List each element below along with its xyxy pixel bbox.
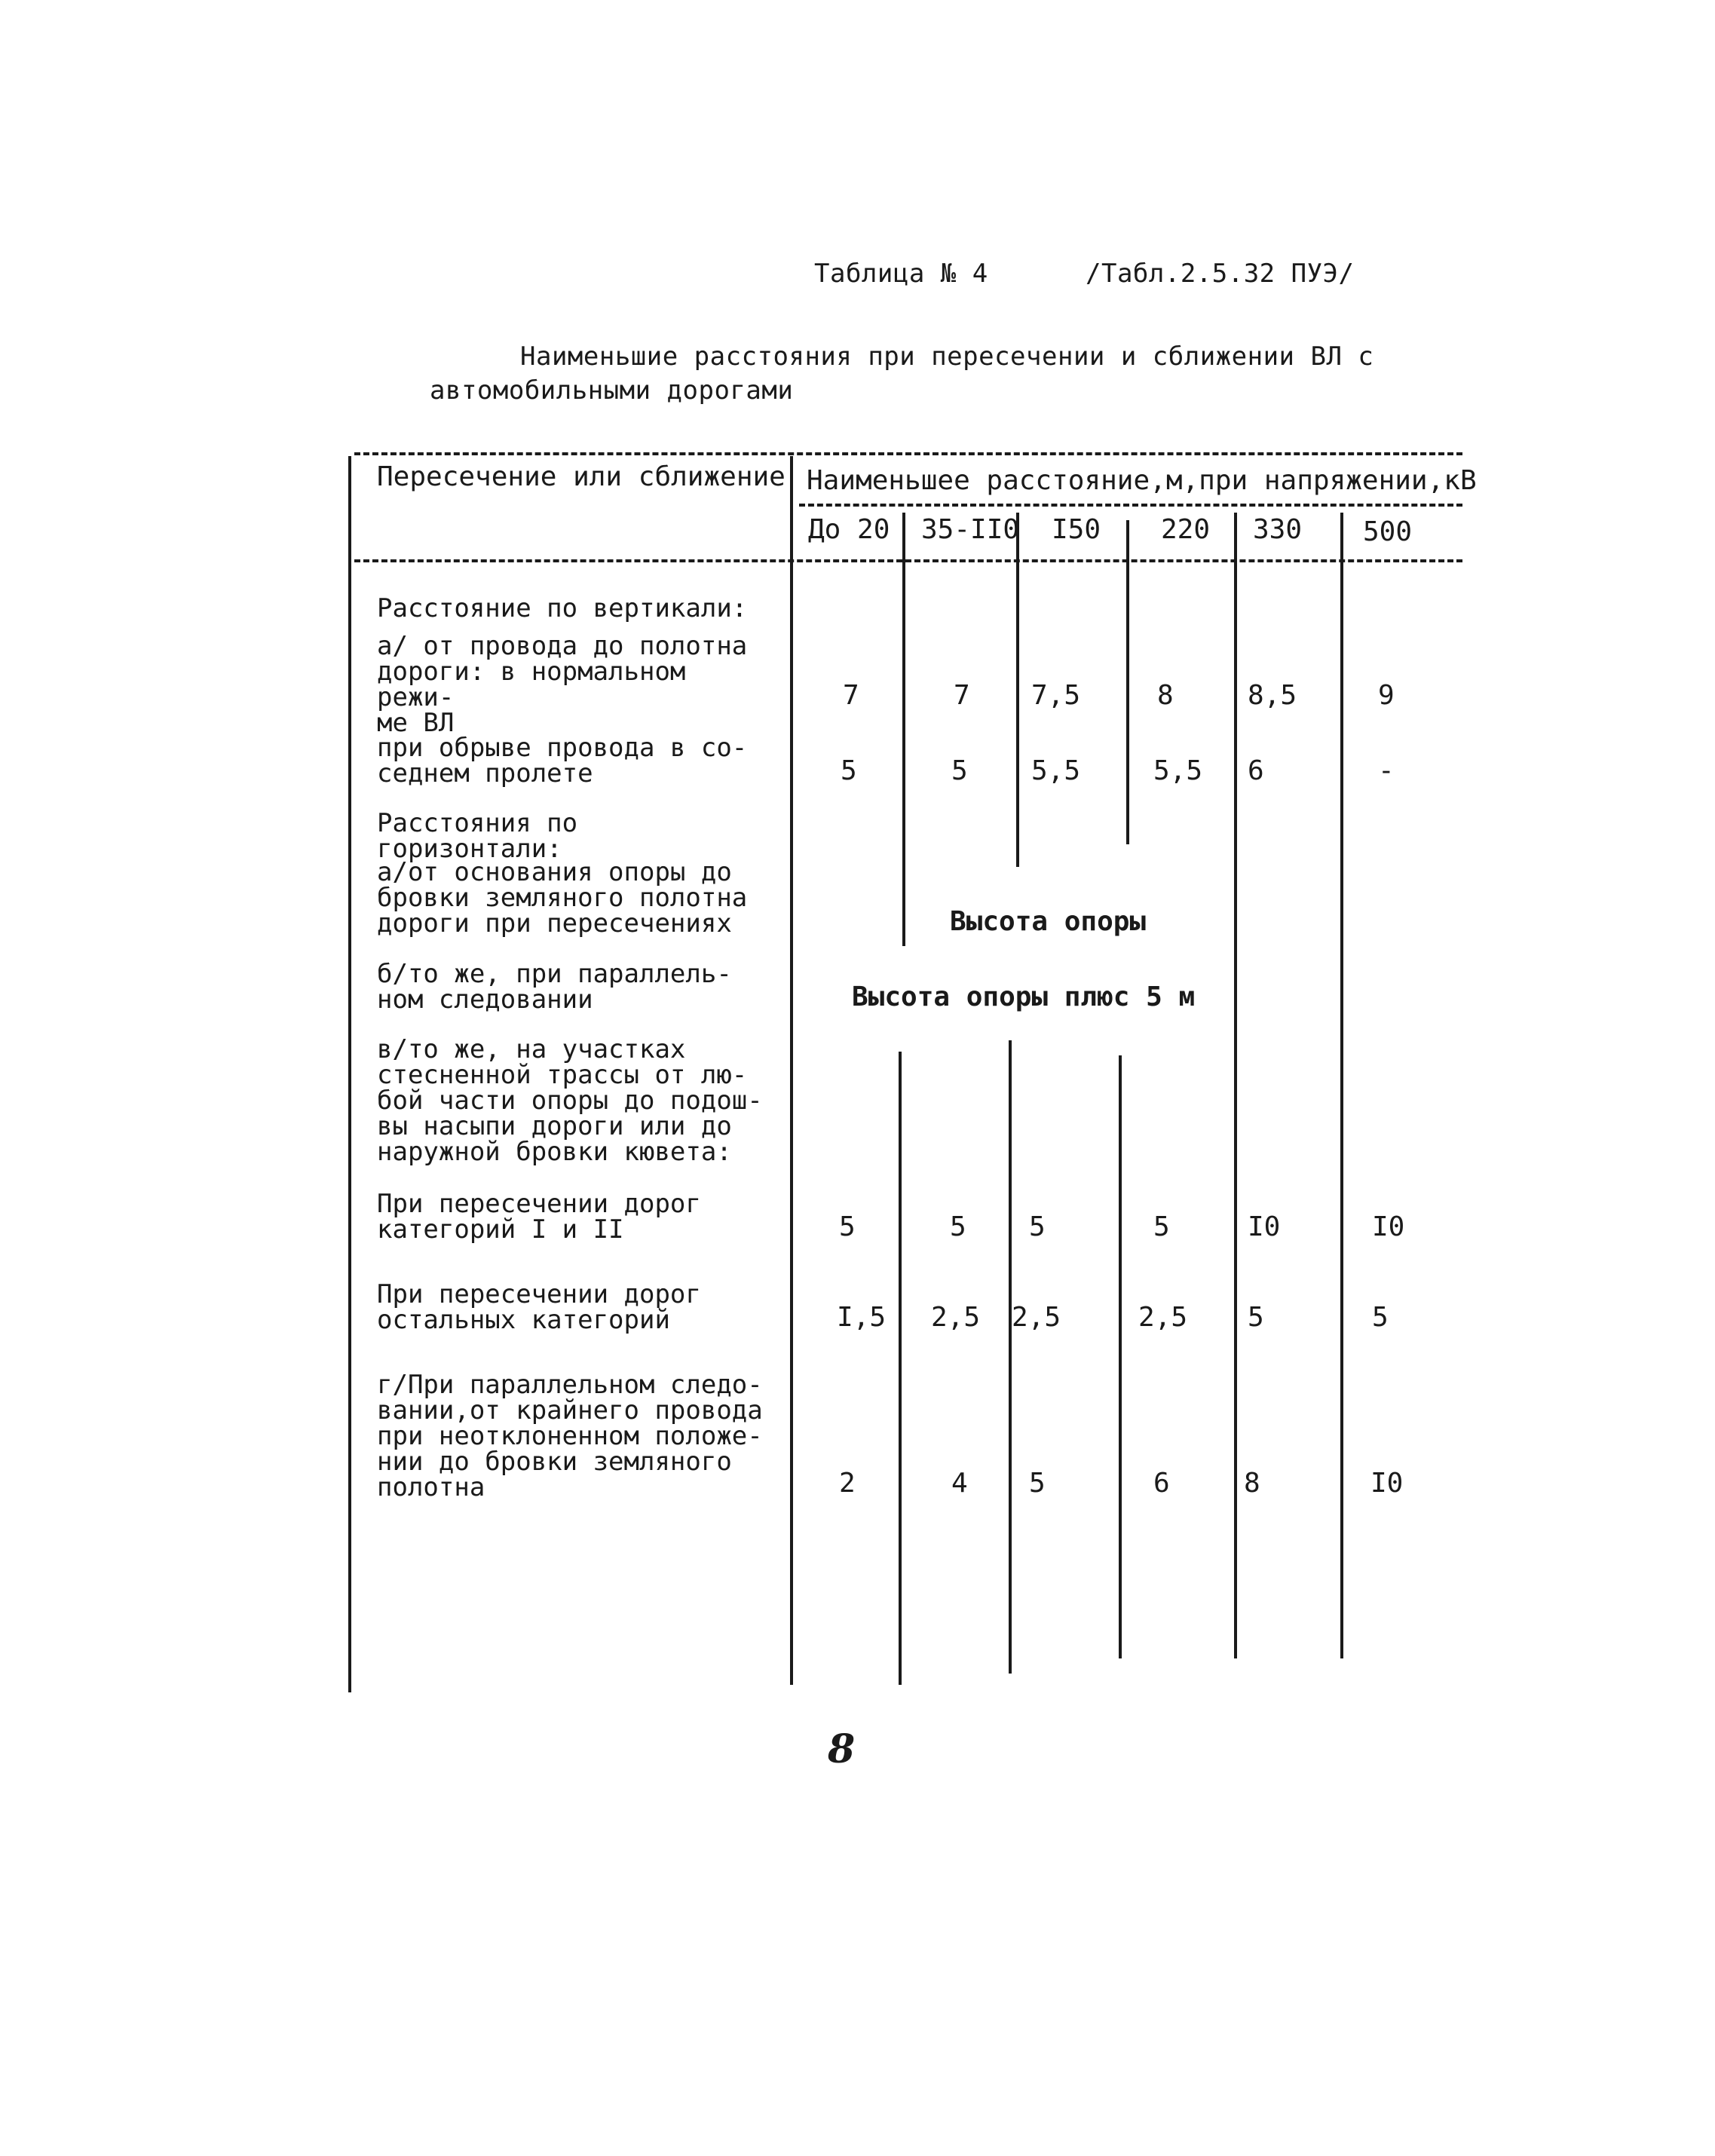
r1-val-3: 7,5 bbox=[1031, 680, 1081, 711]
r6-val-4: 5 bbox=[1153, 1211, 1170, 1242]
voltage-header-2: 35-II0 bbox=[921, 514, 1020, 545]
r4-span-value: Высота опоры плюс 5 м bbox=[852, 982, 1196, 1012]
r1-val-1: 7 bbox=[843, 680, 859, 711]
divider-2 bbox=[1016, 513, 1019, 867]
r1-val-2: 7 bbox=[954, 680, 970, 711]
row-label-r2: при обрыве провода в со- седнем пролете bbox=[377, 733, 748, 789]
top-rule bbox=[354, 452, 1462, 455]
divider-3 bbox=[1126, 520, 1129, 844]
r1-val-6: 9 bbox=[1378, 680, 1395, 711]
r7-val-6: 5 bbox=[1372, 1302, 1389, 1333]
horizontal-distance-heading: Расстояния по горизонтали: bbox=[377, 808, 578, 864]
voltage-header-5: 330 bbox=[1253, 514, 1303, 545]
r2-val-5: 6 bbox=[1248, 755, 1264, 786]
r2-val-4: 5,5 bbox=[1153, 755, 1203, 786]
r6-val-6: I0 bbox=[1372, 1211, 1405, 1242]
table-number: Таблица № 4 bbox=[814, 259, 988, 289]
divider-5 bbox=[1340, 513, 1343, 1658]
r8-val-5: 8 bbox=[1244, 1468, 1260, 1499]
voltage-header-3: I50 bbox=[1052, 514, 1101, 545]
voltage-header-6: 500 bbox=[1363, 516, 1413, 547]
divider-1b bbox=[899, 1052, 902, 1685]
divider-2b bbox=[1009, 1040, 1012, 1674]
header-bottom-rule bbox=[354, 559, 1462, 562]
voltage-header-1: До 20 bbox=[808, 514, 890, 545]
r2-val-6: - bbox=[1378, 755, 1395, 786]
r7-val-1: I,5 bbox=[837, 1302, 887, 1333]
column-header-intersection: Пересечение или сближение bbox=[377, 461, 786, 492]
r2-val-3: 5,5 bbox=[1031, 755, 1081, 786]
row-label-r6: При пересечении дорог категорий I и II bbox=[377, 1189, 701, 1245]
r8-val-1: 2 bbox=[839, 1468, 856, 1499]
table-caption-line2: автомобильными дорогами bbox=[430, 375, 794, 406]
divider-1 bbox=[902, 513, 905, 946]
row-label-r5: в/то же, на участках стесненной трассы от лю- бой части опоры до подош- вы насыпи дороги или до наружной бровки кювета: bbox=[377, 1034, 763, 1167]
r2-val-2: 5 bbox=[951, 755, 968, 786]
voltage-header-4: 220 bbox=[1161, 514, 1211, 545]
r7-val-4: 2,5 bbox=[1138, 1302, 1188, 1333]
voltage-rule bbox=[799, 504, 1462, 507]
r8-val-2: 4 bbox=[951, 1468, 968, 1499]
divider-3b bbox=[1119, 1055, 1122, 1658]
r3-span-value: Высота опоры bbox=[950, 906, 1147, 937]
r1-val-4: 8 bbox=[1157, 680, 1174, 711]
table-caption-line1: Наименьшие расстояния при пересечении и сближении ВЛ с bbox=[520, 341, 1374, 372]
row-label-r8: г/При параллельном следо- вании,от крайнего провода при неотклоненном положе- нии до бровки земляного полотна bbox=[377, 1370, 763, 1502]
vertical-distance-heading: Расстояние по вертикали: bbox=[377, 593, 748, 623]
r1-val-5: 8,5 bbox=[1248, 680, 1297, 711]
row-label-r7: При пересечении дорог остальных категорий bbox=[377, 1279, 701, 1335]
r7-val-3: 2,5 bbox=[1012, 1302, 1061, 1333]
left-border bbox=[348, 456, 351, 1692]
table-reference: /Табл.2.5.32 ПУЭ/ bbox=[1086, 259, 1355, 289]
r8-val-4: 6 bbox=[1153, 1468, 1170, 1499]
r8-val-6: I0 bbox=[1370, 1468, 1404, 1499]
r6-val-1: 5 bbox=[839, 1211, 856, 1242]
col1-divider bbox=[790, 456, 793, 1685]
r8-val-3: 5 bbox=[1029, 1468, 1046, 1499]
divider-4 bbox=[1234, 513, 1237, 1658]
row-label-r3: а/от основания опоры до бровки земляного полотна дороги при пересечениях bbox=[377, 857, 748, 939]
r7-val-2: 2,5 bbox=[931, 1302, 981, 1333]
column-header-span: Наименьшее расстояние,м,при напряжении,кВ bbox=[807, 465, 1477, 496]
r6-val-5: I0 bbox=[1248, 1211, 1281, 1242]
page-number: 8 bbox=[828, 1726, 856, 1772]
r2-val-1: 5 bbox=[841, 755, 857, 786]
r6-val-2: 5 bbox=[950, 1211, 966, 1242]
row-label-r4: б/то же, при параллель- ном следовании bbox=[377, 959, 732, 1015]
row-label-r1: а/ от провода до полотна дороги: в нормальном режи- ме ВЛ bbox=[377, 631, 748, 738]
r7-val-5: 5 bbox=[1248, 1302, 1264, 1333]
r6-val-3: 5 bbox=[1029, 1211, 1046, 1242]
